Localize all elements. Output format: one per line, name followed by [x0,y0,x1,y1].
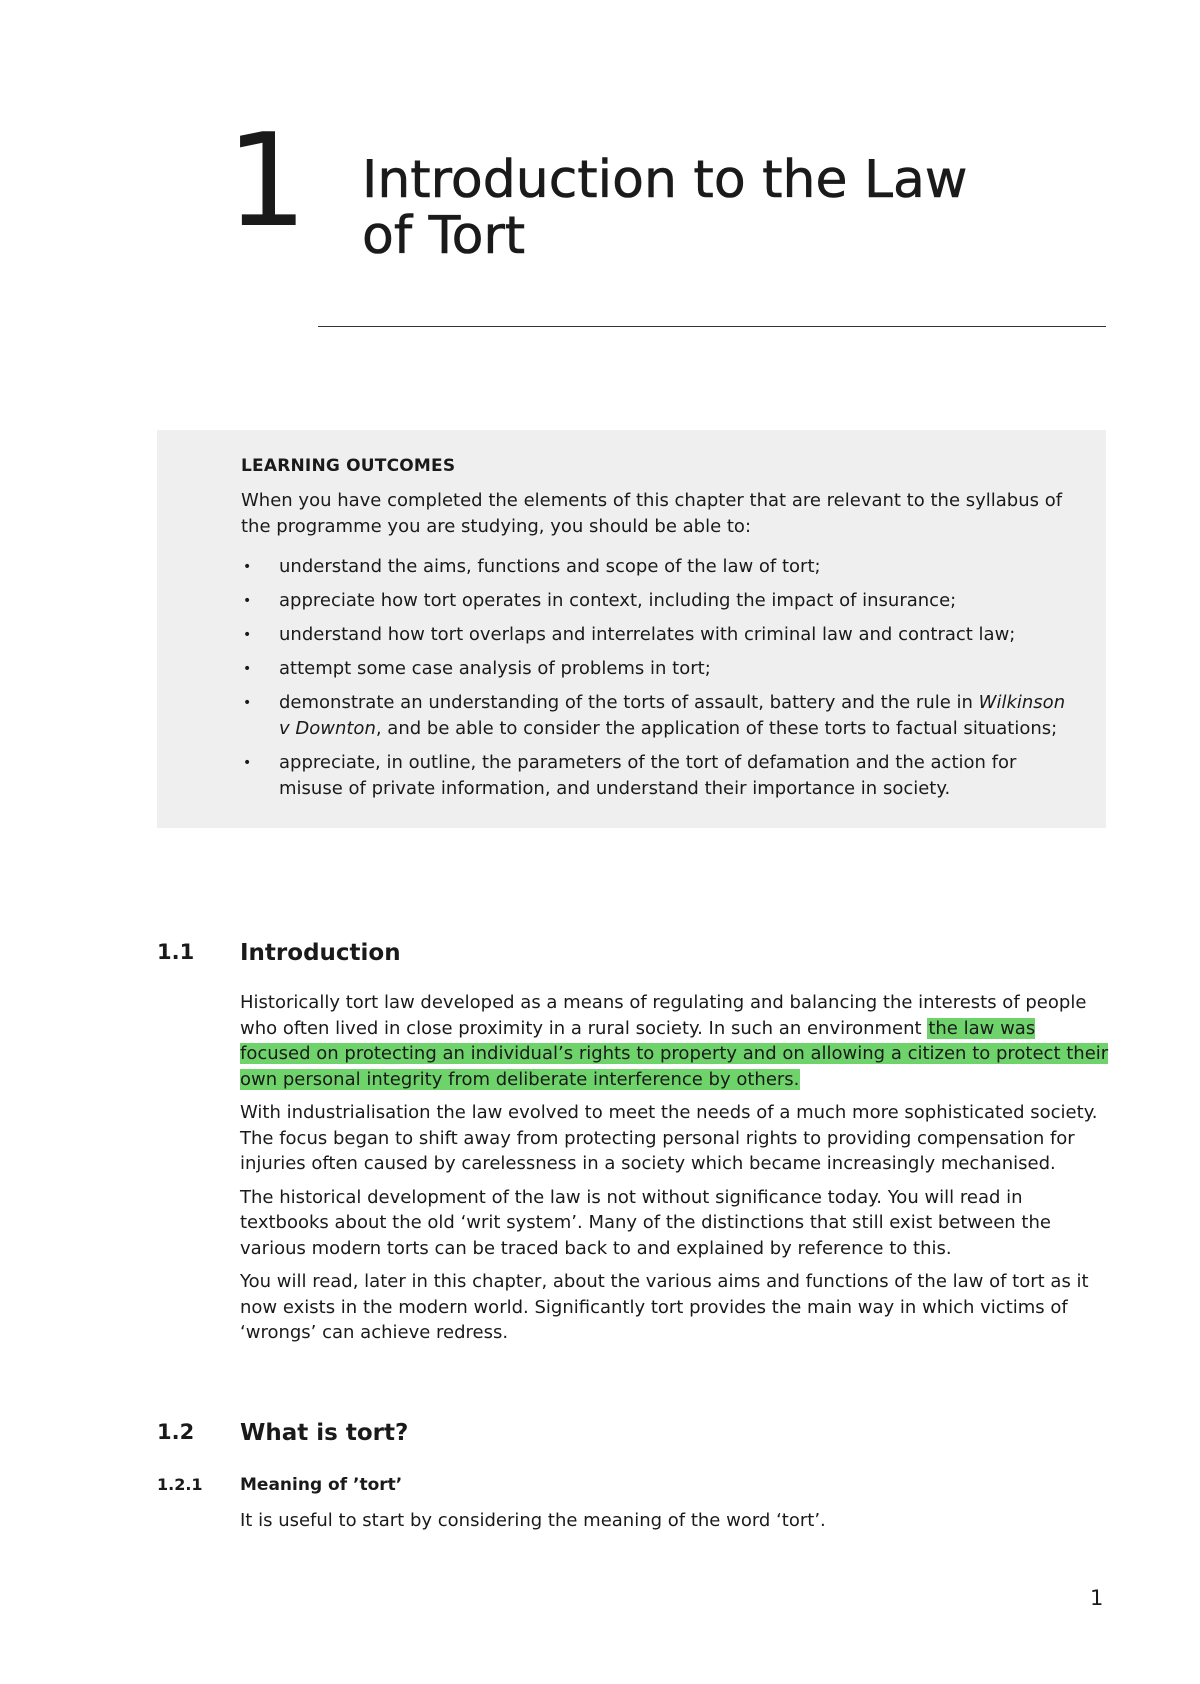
learning-outcomes-intro: When you have completed the elements of this chapter that are relevant to the syllabus of the programme you are studying, you should be able to: [241,490,1063,537]
list-item: • appreciate, in outline, the parameters of the tort of defamation and the action for misuse of private information, and understand their importance in society. [243,752,1017,799]
paragraph: With industrialisation the law evolved to meet the needs of a much more sophisticated society. The focus began to shift away from protecting personal rights to providing compensation for injuries often caused by carelessness in a society which became increasingly mechanised. [240,1102,1098,1174]
page-number: 1 [1090,1586,1104,1610]
highlighted-text: the law was focused on protecting an individual’s rights to property and on allowing a citizen to protect their own personal integrity from deliberate interference by others. [240,1017,1109,1090]
list-item: • demonstrate an understanding of the torts of assault, battery and the rule in Wilkinson v Downton, and be able to consider the application of these torts to factual situations; [243,692,1066,739]
chapter-divider [318,326,1106,327]
learning-outcomes-heading: LEARNING OUTCOMES [241,456,456,476]
bullet-icon: • [243,661,252,677]
chapter-title-line-2: of Tort [362,206,526,266]
section-number: 1.1 [157,940,195,964]
paragraph: It is useful to start by considering the meaning of the word ‘tort’. [240,1510,826,1531]
learning-outcomes-list [241,554,1066,802]
paragraph: The historical development of the law is not without significance today. You will read in textbooks about the old ‘writ system’. Many of the distinctions that still exist between the various modern torts can be traced back to and explained by reference to this. [240,1186,1051,1259]
list-item: • understand the aims, functions and scope of the law of tort; [241,554,1066,580]
chapter-title-line-1: Introduction to the Law [362,150,968,210]
section-number: 1.2 [157,1420,195,1444]
section-1-1-body [240,990,1110,1354]
bullet-icon: • [243,695,252,711]
paragraph: Historically tort law developed as a means of regulating and balancing the interests of people who often lived in close proximity in a rural society. In such an environment the law was focused on protecting an individual’s rights to property and on allowing a citizen to protect their own personal integrity from deliberate interference by others. [240,992,1109,1090]
subsection-1-2-1-body [240,1508,1110,1542]
bullet-icon: • [243,755,252,771]
subsection-number: 1.2.1 [157,1475,203,1494]
chapter-title [362,152,967,264]
bullet-icon: • [243,627,252,643]
learning-outcomes-box [157,430,1106,828]
list-item: • understand how tort overlaps and interrelates with criminal law and contract law; [241,622,1066,648]
bullet-icon: • [243,593,252,609]
list-item: • appreciate how tort operates in context, including the impact of insurance; [241,588,1066,614]
bullet-icon: • [243,559,252,575]
chapter-number: 1 [226,107,304,256]
paragraph: You will read, later in this chapter, about the various aims and functions of the law of tort as it now exists in the modern world. Significantly tort provides the main way in which victims of ‘wrongs’ can achieve redress. [240,1271,1089,1343]
case-name: Wilkinson v Downton [279,692,1066,739]
section-title: Introduction [240,940,401,966]
subsection-title: Meaning of ’tort’ [240,1475,403,1495]
list-item: • attempt some case analysis of problems in tort; [241,656,1066,682]
section-title: What is tort? [240,1420,409,1446]
